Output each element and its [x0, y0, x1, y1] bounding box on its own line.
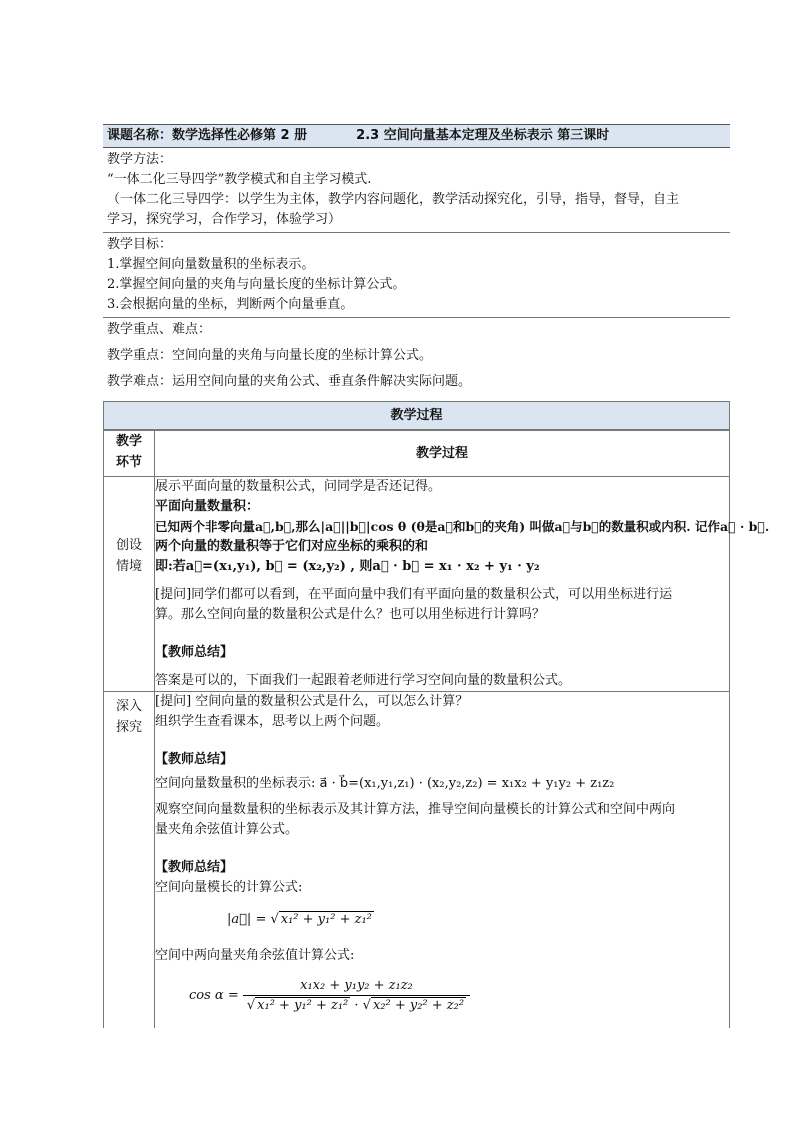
lesson-header: [103, 124, 730, 148]
content-line: 展示平面向量的数量积公式，问同学是否还记得。: [155, 479, 442, 494]
content-line: 答案是可以的，下面我们一起跟着老师进行学习空间向量的数量积公式。: [155, 673, 572, 688]
content-line: 算。那么空间向量的数量积公式是什么？也可以用坐标进行计算吗？: [155, 607, 546, 622]
formula-lhs: |a⃗| =: [227, 912, 271, 927]
content-line: 平面向量数量积：: [155, 499, 260, 514]
stage-header-text: 教学: [115, 434, 142, 449]
stage-name: [104, 692, 155, 1029]
content-line: 观察空间向量数量积的坐标表示及其计算方法，推导空间向量模长的计算公式和空间中两向: [155, 802, 676, 817]
stage-header-text: 环节: [115, 455, 142, 470]
process-bar: 教学过程: [103, 401, 730, 430]
key-points: [103, 318, 730, 394]
keypoints-label: 教学重点、难点：: [107, 322, 212, 337]
formula-numerator: x₁x₂ + y₁y₂ + z₁z₂: [243, 978, 470, 996]
magnitude-formula: [227, 912, 729, 934]
formula-lhs: cos α =: [189, 988, 243, 1003]
teacher-summary-label: 【教师总结】: [155, 752, 234, 767]
formula-radicand: x₂² + y₂² + z₂²: [372, 998, 465, 1013]
content-line: 已知两个非零向量a⃗,b⃗,那么|a⃗||b⃗|cos θ (θ是a⃗和b⃗的夹角) 叫做a⃗与b⃗的数量积或内积. 记作a⃗ · b⃗.: [155, 519, 770, 534]
content-line: 即:若a⃗=(x₁,y₁), b⃗ = (x₂,y₂) , 则a⃗ · b⃗ = x₁ · x₂ + y₁ · y₂: [155, 559, 540, 574]
formula-fraction: [243, 978, 470, 1013]
goal-item: 3.会根据向量的坐标，判断两个向量垂直。: [107, 297, 354, 312]
methods-line: （一体二化三导四学：以学生为主体，教学内容问题化，教学活动探究化，引导，指导，督导，自主: [107, 192, 680, 207]
stage-name-text: 创设: [115, 538, 142, 553]
difficult-point: 教学难点：运用空间向量的夹角公式、垂直条件解决实际问题。: [107, 374, 472, 389]
content-line: [提问] 空间向量的数量积公式是什么，可以怎么计算？: [155, 694, 469, 709]
stage-content: [155, 692, 730, 1029]
content-line: 量夹角余弦值计算公式。: [155, 822, 299, 837]
methods-line: “一体二化三导四学”教学模式和自主学习模式.: [107, 172, 372, 187]
process-table: [103, 430, 770, 1028]
stage-row: [104, 692, 730, 1029]
stage-name-text: 探究: [115, 720, 142, 735]
methods-label: 教学方法：: [107, 152, 173, 167]
stage-name: [104, 477, 155, 692]
sqrt-icon: √: [246, 998, 256, 1013]
formula-denominator: √ x₁² + y₁² + z₁² · √ x₂² + y₂² + z₂²: [246, 998, 465, 1013]
key-point: 教学重点：空间向量的夹角与向量长度的坐标计算公式。: [107, 348, 433, 363]
formula-radicand: x₁² + y₁² + z₁²: [280, 912, 372, 927]
stage-row: [104, 477, 730, 692]
content-line: 组织学生查看课本，思考以上两个问题。: [155, 714, 390, 729]
goal-item: 2.掌握空间向量的夹角与向量长度的坐标计算公式。: [107, 277, 406, 292]
stage-header: [104, 431, 155, 477]
formula-radicand: x₁² + y₁² + z₁²: [257, 998, 349, 1013]
teaching-goals: [103, 233, 730, 318]
cosine-formula: [189, 978, 729, 1013]
goal-item: 1.掌握空间向量数量积的坐标表示。: [107, 257, 315, 272]
content-line: [提问]同学们都可以看到，在平面向量中我们有平面向量的数量积公式，可以用坐标进行运: [155, 587, 673, 602]
teacher-summary-label: 【教师总结】: [155, 860, 234, 875]
content-line: 空间向量数量积的坐标表示: a⃗ · b⃗=(x₁,y₁,z₁) · (x₂,y₂,z₂) = x₁x₂ + y₁y₂ + z₁z₂: [155, 776, 615, 791]
content-line: 空间向量模长的计算公式:: [155, 880, 303, 895]
process-header-row: [104, 431, 730, 477]
content-line: 空间中两向量夹角余弦值计算公式:: [155, 948, 355, 963]
sqrt-icon: √: [270, 912, 279, 927]
teacher-summary-label: 【教师总结】: [155, 645, 234, 660]
lesson-section: 2.3 空间向量基本定理及坐标表示 第三课时: [356, 128, 610, 143]
content-line: 两个向量的数量积等于它们对应坐标的乘积的和: [155, 539, 429, 554]
goals-label: 教学目标：: [107, 237, 173, 252]
stage-name-text: 深入: [115, 699, 142, 714]
lesson-plan: [103, 124, 770, 1028]
lesson-title: 课题名称：数学选择性必修第 2 册: [107, 128, 308, 143]
teaching-methods: [103, 148, 730, 233]
stage-content: [155, 477, 770, 692]
process-header: 教学过程: [155, 431, 730, 477]
methods-line: 学习，探究学习，合作学习，体验学习）: [107, 212, 342, 227]
sqrt-icon: √: [362, 998, 371, 1013]
stage-name-text: 情境: [115, 559, 142, 574]
